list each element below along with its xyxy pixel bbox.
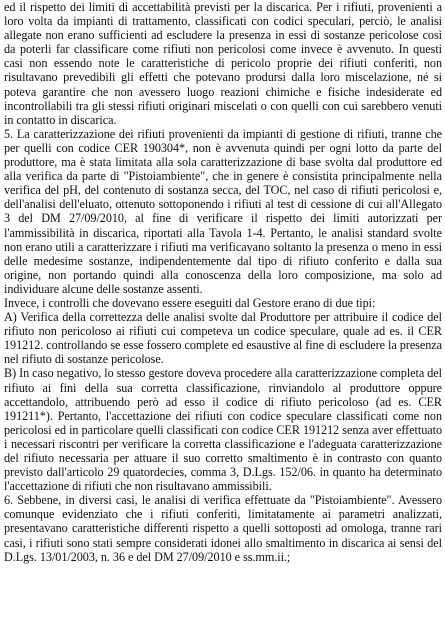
paragraph-controls-intro: Invece, i controlli che dovevano essere eseguiti dal Gestore erano di due tipi: (4, 295, 376, 310)
paragraph-intro-continuation: ed il rispetto dei limiti di accettabilità previsti per la discarica. Per i rifiuti, provenienti a loro volta da impianti di trattamento, classificati con codici speculari, perciò, le analisi allegate non erano sufficienti ad escludere la presenza in essi di sostanze pericolose così da poterli far classificare come rifiuti non pericolosi come invece è avvenuto. In questi casi non essendo note le caratteristiche di pericolo proprie dei rifiuti conferiti, non risultavano prevedibili gli effetti che potevano prodursi dalla loro miscelazione, né si poteva garantire che non avessero luogo reazioni chimiche e fisiche indesiderate ed incontrollabili tra gli stessi rifiuti originari miscelati o con quelli con cui sarebbero venuti in contatto in discarica. (4, 0, 442, 127)
paragraph-b: B) In caso negativo, lo stesso gestore doveva procedere alla caratterizzazione completa del rifiuto ai fini della sua corretta classificazione, rinviandolo al produttore oppure accettandolo, attribuendo però ad esso il codice di rifiuto pericoloso (ad es. CER 191211*). Pertanto, l'accettazione dei rifiuti con codice speculare classificati come non pericolosi ed in particolare quelli classificati con codice CER 191212 senza aver effettuato i necessari riscontri per verificare la corretta classificazione e l'adeguata caratterizzazione del rifiuto necessaria per attuare il suo corretto smaltimento è in contrasto con quanto previsto dall'articolo 29 quatordecies, comma 3, D.Lgs. 152/06. in quanto ha determinato l'accettazione di rifiuti che non risultavano ammissibili. (4, 366, 442, 494)
paragraph-6: 6. Sebbene, in diversi casi, le analisi di verifica effettuate da "Pistoiambiente". Avessero comunque evidenziato che i rifiuti conferiti, limitatamente ai parametri analizzati, presentavano caratteristiche differenti rispetto a quelli sottoposti ad omologa, tranne rari casi, i rifiuti sono stati sempre considerati idonei allo smaltimento in discarica ai sensi del D.Lgs. 13/01/2003, n. 36 e del DM 27/09/2010 e ss.mm.ii.; (4, 493, 442, 564)
paragraph-a: A) Verifica della correttezza delle analisi svolte dal Produttore per attribuire il codice del rifiuto non pericoloso ai rifiuti cui competeva un codice speculare, quale ad es. il CER 191212. controllando se esse fossero complete ed esaustive al fine di escludere la presenza nel rifiuto di sostanze pericolose. (4, 310, 442, 367)
paragraph-5: 5. La caratterizzazione dei rifiuti provenienti da impianti di gestione di rifiuti, tranne che per quelli con codice CER 190304*, non è avvenuta quindi per ogni lotto da parte del produttore, ma è stata limitata alla sola caratterizzazione di base svolta dal produttore ed alla verifica da parte di "Pistoiambiente", che in genere è consistita principalmente nella verifica del pH, del contenuto di sostanza secca, del TOC, nel caso di rifiuti pericolosi e, dell'analisi dell'eluato, ottenuto sottoponendo i rifiuti al test di cessione di cui all'Allegato 3 del DM 27/09/2010, al fine di verificare il rispetto dei limiti autorizzati per l'ammissibilità in discarica, riportati alla Tavola 1-4. Pertanto, le analisi standard svolte non erano utili a caratterizzare i rifiuti ma verificavano soltanto la presenza o meno in essi delle medesime sostanze, indipendentemente dal tipo di rifiuto conferito e dalla sua origine, non portando quindi alla conoscenza della loro composizione, ma solo ad individuare alcune delle sostanze assenti. (4, 126, 442, 296)
document-page (4, 0, 442, 564)
